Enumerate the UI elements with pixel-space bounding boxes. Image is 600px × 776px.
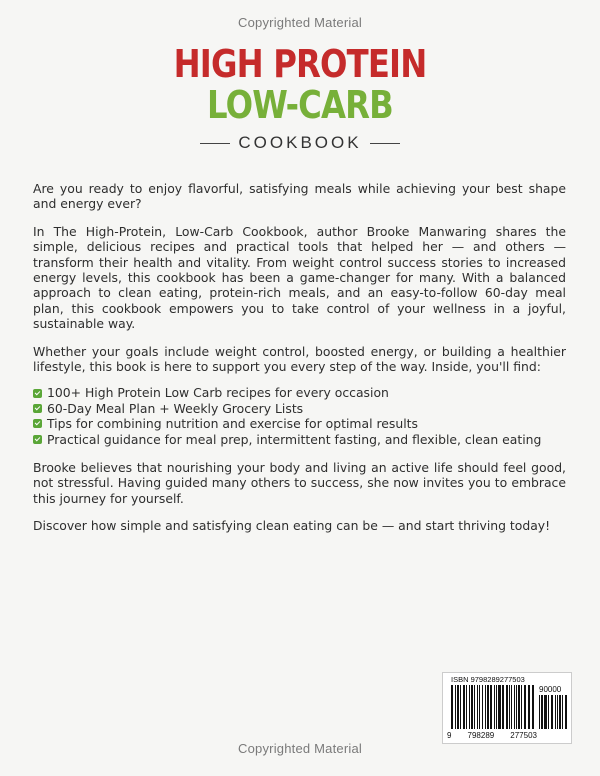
barcode-bar [455,685,456,729]
checkmark-icon [33,435,42,444]
goals-paragraph: Whether your goals include weight control, boosted energy, or building a healthier lifestyle, this book is here to support you every step of the way. Inside, you'll find: [33,343,566,375]
barcode-bar [518,685,520,729]
barcode-bar [451,685,453,729]
barcode-bar [498,685,501,729]
barcode-bar [485,685,486,729]
feature-list [33,385,566,447]
list-item: Practical guidance for meal prep, intermittent fasting, and flexible, clean eating [33,432,566,447]
subtitle-rule-left [200,143,230,144]
barcode-bar [494,685,495,729]
subtitle-rule-right [370,143,400,144]
addon-barcode-bars [539,695,567,739]
barcode-bar [482,685,483,729]
barcode-bar [487,685,489,729]
barcode-bar [471,685,473,729]
barcode-bar [496,685,497,729]
barcode-bar [521,685,522,729]
isbn-digit-group: 9 [447,731,452,740]
barcode-bar [562,695,563,729]
barcode-bars [451,685,537,729]
barcode-bar [541,695,543,729]
subtitle: COOKBOOK [238,133,362,152]
closing-paragraph: Discover how simple and satisfying clean eating can be — and start thriving today! [33,518,551,534]
author-paragraph: In The High-Protein, Low-Carb Cookbook, author Brooke Manwaring shares the simple, delicious recipes and practical tools that helped her — and others — transform their health and vitality. From weight control success stories to increased energy levels, this cookbook has been a game-changer for many. With a balanced approach to clean eating, protein-rich meals, and an easy-to-follow 60-day meal plan, this cookbook empowers you to take control of your wellness in a joyful, sustainable way. [33,223,566,332]
barcode-bar [490,685,492,729]
barcode-bar [548,695,549,729]
description-body [33,181,566,546]
barcode-bar [516,685,517,729]
barcode-bar [509,685,510,729]
barcode-bar [506,685,508,729]
barcode-bar [555,695,556,729]
checkmark-icon [33,404,42,413]
title-line-2: LOW-CARB [207,83,393,127]
barcode-bar [502,685,504,729]
belief-paragraph: Brooke believes that nourishing your body and living an active life should feel good, not stressful. Having guided many others to success, she now invites you to embrace this journey for yourself. [33,460,566,506]
barcode-bar [539,695,540,729]
checkmark-icon [33,389,42,398]
price-code: 90000 [539,685,562,694]
barcode-bar [559,695,561,729]
title-line-1: HIGH PROTEIN [173,42,427,86]
barcode-bar [463,685,465,729]
isbn-barcode [442,672,572,744]
checkmark-icon [33,419,42,428]
copyright-watermark-bottom: Copyrighted Material [238,741,362,756]
barcode-bar [469,685,470,729]
barcode-bar [457,685,459,729]
barcode-bar [514,685,515,729]
intro-paragraph: Are you ready to enjoy flavorful, satisfying meals while achieving your best shape and energy ever? [33,181,566,212]
isbn-label: ISBN 9798289277503 [451,675,525,684]
barcode-bar [544,695,547,729]
isbn-digit-group: 798289 [467,731,495,740]
barcode-bar [532,685,534,729]
list-item: 100+ High Protein Low Carb recipes for every occasion [33,385,566,400]
barcode-bar [479,685,480,729]
barcode-bar [477,685,478,729]
barcode-bar [528,685,530,729]
isbn-digit-group: 277503 [510,731,537,740]
barcode-bar [524,685,526,729]
barcode-bar [565,695,567,729]
barcode-bar [511,685,512,729]
barcode-bar [466,685,467,729]
barcode-bar [551,695,553,729]
list-item: Tips for combining nutrition and exercise for optimal results [33,416,566,431]
subtitle-row [0,133,600,153]
copyright-watermark-top: Copyrighted Material [238,15,362,30]
barcode-bar [474,685,475,729]
isbn-digits [447,731,537,740]
list-item: 60-Day Meal Plan + Weekly Grocery Lists [33,401,566,416]
barcode-bar [557,695,558,729]
barcode-bar [460,685,461,729]
